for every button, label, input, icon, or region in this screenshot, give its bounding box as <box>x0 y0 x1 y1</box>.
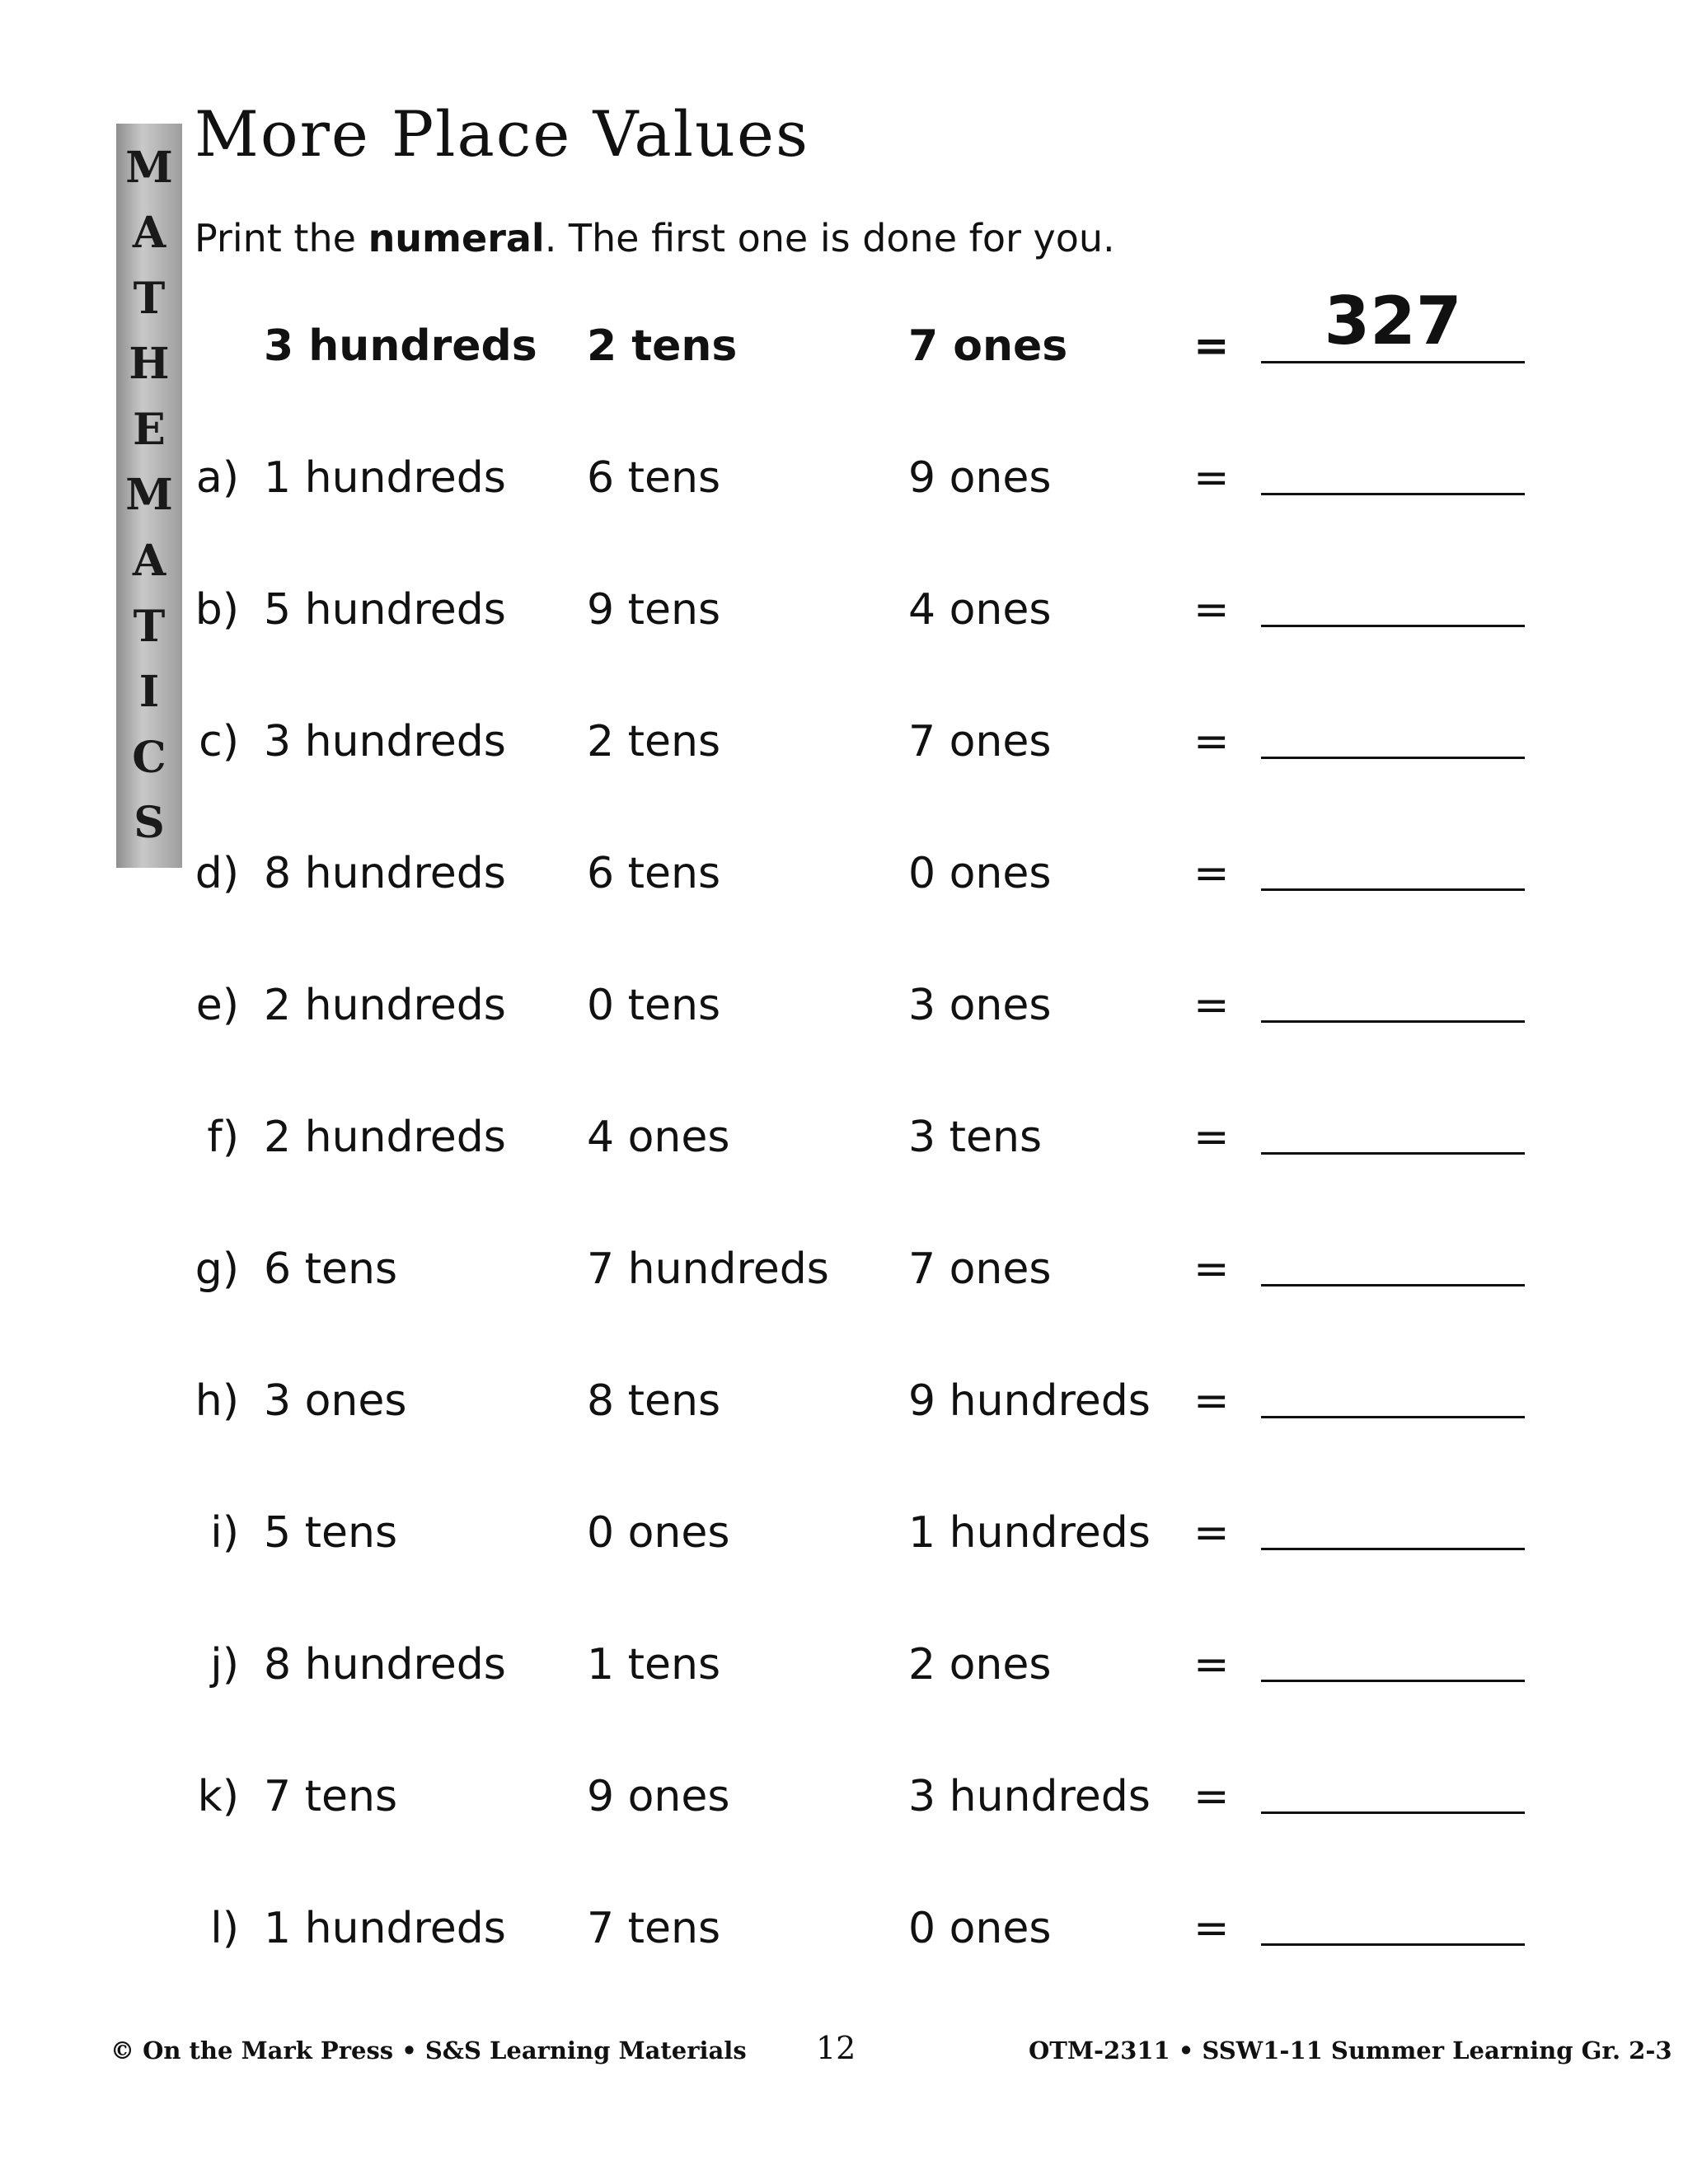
problem-term-1: 3 ones <box>264 1376 407 1426</box>
answer-line <box>1261 361 1525 363</box>
problem-term-3: 4 ones <box>908 585 1052 635</box>
equals-sign: = <box>1193 1244 1230 1294</box>
answer-blank[interactable] <box>1261 1152 1525 1155</box>
problem-term-1: 5 tens <box>264 1508 398 1558</box>
problem-row-b <box>0 573 1688 652</box>
problem-term-2: 6 tens <box>587 849 721 898</box>
problem-label: l) <box>210 1904 239 1953</box>
answer-blank[interactable] <box>1261 1943 1525 1946</box>
answer-blank[interactable] <box>1261 1811 1525 1814</box>
problem-term-3: 3 tens <box>908 1113 1043 1162</box>
problem-term-1: 6 tens <box>264 1244 398 1294</box>
equals-sign: = <box>1193 1640 1230 1690</box>
banner-letter: S <box>134 798 165 849</box>
problem-row-c <box>0 705 1688 783</box>
problem-term-1: 3 hundreds <box>264 717 506 766</box>
problem-term-1: 8 hundreds <box>264 849 506 898</box>
equals-sign: = <box>1193 1904 1230 1953</box>
instructions-bold: numeral <box>368 216 545 260</box>
equals-sign: = <box>1193 717 1230 766</box>
problem-label: f) <box>207 1113 239 1162</box>
problem-term-2: 0 tens <box>587 981 721 1030</box>
problem-term-1: 1 hundreds <box>264 453 506 503</box>
problem-label: g) <box>195 1244 239 1294</box>
problem-row-e <box>0 968 1688 1043</box>
problem-term-3: 7 ones <box>908 1244 1052 1294</box>
example-ones: 7 ones <box>908 321 1068 371</box>
page-title: More Place Values <box>195 97 809 171</box>
problem-term-2: 1 tens <box>587 1640 721 1690</box>
problem-term-1: 2 hundreds <box>264 1113 506 1162</box>
problem-label: c) <box>199 717 239 766</box>
problem-term-3: 0 ones <box>908 1904 1052 1953</box>
equals-sign: = <box>1193 1376 1230 1426</box>
problem-term-1: 5 hundreds <box>264 585 506 635</box>
instructions-text: Print the <box>195 216 368 260</box>
page-number: 12 <box>816 2030 856 2066</box>
problem-row-l <box>0 1891 1688 1966</box>
problem-term-2: 4 ones <box>587 1113 730 1162</box>
problem-term-2: 2 tens <box>587 717 721 766</box>
answer-blank[interactable] <box>1261 1416 1525 1418</box>
problem-label: j) <box>210 1640 239 1690</box>
equals-sign: = <box>1193 1772 1230 1821</box>
problem-term-2: 8 tens <box>587 1376 721 1426</box>
problem-term-3: 9 ones <box>908 453 1052 503</box>
problem-row-a <box>0 441 1688 521</box>
equals-sign: = <box>1193 585 1230 635</box>
problem-term-3: 2 ones <box>908 1640 1052 1690</box>
equals-sign: = <box>1193 453 1230 503</box>
problem-term-1: 7 tens <box>264 1772 398 1821</box>
answer-blank[interactable] <box>1261 1020 1525 1023</box>
problem-label: a) <box>195 453 239 503</box>
banner-letter: A <box>132 208 166 259</box>
problem-term-3: 9 hundreds <box>908 1376 1151 1426</box>
problem-term-3: 3 ones <box>908 981 1052 1030</box>
equals-sign: = <box>1193 1113 1230 1162</box>
problem-label: d) <box>195 849 239 898</box>
footer-copyright: © On the Mark Press • S&S Learning Materials <box>110 2036 747 2064</box>
equals-sign: = <box>1193 849 1230 898</box>
problem-term-3: 1 hundreds <box>908 1508 1151 1558</box>
answer-blank[interactable] <box>1261 1284 1525 1286</box>
problem-label: b) <box>195 585 239 635</box>
problem-term-1: 8 hundreds <box>264 1640 506 1690</box>
example-row <box>0 283 1688 383</box>
answer-blank[interactable] <box>1261 888 1525 891</box>
problem-row-g <box>0 1232 1688 1306</box>
equals-sign: = <box>1193 981 1230 1030</box>
problem-row-i <box>0 1496 1688 1570</box>
problem-label: h) <box>195 1376 239 1426</box>
banner-letter: A <box>132 536 166 587</box>
problem-term-2: 7 tens <box>587 1904 721 1953</box>
problem-term-2: 7 hundreds <box>587 1244 829 1294</box>
page-footer <box>0 2023 1688 2073</box>
problem-label: e) <box>195 981 239 1030</box>
equals-sign: = <box>1193 321 1230 371</box>
problem-row-k <box>0 1760 1688 1834</box>
answer-blank[interactable] <box>1261 493 1525 495</box>
banner-letter: H <box>129 339 170 390</box>
problem-row-j <box>0 1628 1688 1702</box>
problem-label: i) <box>210 1508 239 1558</box>
example-tens: 2 tens <box>587 321 738 371</box>
problem-term-2: 9 ones <box>587 1772 730 1821</box>
problem-term-3: 7 ones <box>908 717 1052 766</box>
footer-product-code: OTM-2311 • SSW1-11 Summer Learning Gr. 2-3 <box>1029 2036 1672 2064</box>
banner-letter: M <box>125 142 173 193</box>
problem-row-f <box>0 1100 1688 1174</box>
banner-letter: T <box>133 601 166 652</box>
banner-letter: T <box>133 273 166 324</box>
problem-row-h <box>0 1364 1688 1438</box>
example-hundreds: 3 hundreds <box>264 321 537 371</box>
problem-label: k) <box>197 1772 239 1821</box>
problem-term-3: 0 ones <box>908 849 1052 898</box>
banner-letter: E <box>133 404 166 455</box>
problem-term-1: 2 hundreds <box>264 981 506 1030</box>
answer-blank[interactable] <box>1261 625 1525 627</box>
problem-term-2: 9 tens <box>587 585 721 635</box>
problem-term-2: 6 tens <box>587 453 721 503</box>
instructions <box>195 216 1115 260</box>
answer-blank[interactable] <box>1261 757 1525 759</box>
instructions-text: . The first one is done for you. <box>544 216 1115 260</box>
answer-blank[interactable] <box>1261 1680 1525 1682</box>
problem-term-2: 0 ones <box>587 1508 730 1558</box>
problem-term-3: 3 hundreds <box>908 1772 1151 1821</box>
banner-letter: M <box>125 470 173 521</box>
banner-letter: C <box>132 732 166 783</box>
problem-term-1: 1 hundreds <box>264 1904 506 1953</box>
banner-letter: I <box>138 667 160 718</box>
equals-sign: = <box>1193 1508 1230 1558</box>
example-answer: 327 <box>1324 283 1462 359</box>
problem-row-d <box>0 837 1688 911</box>
answer-blank[interactable] <box>1261 1548 1525 1550</box>
